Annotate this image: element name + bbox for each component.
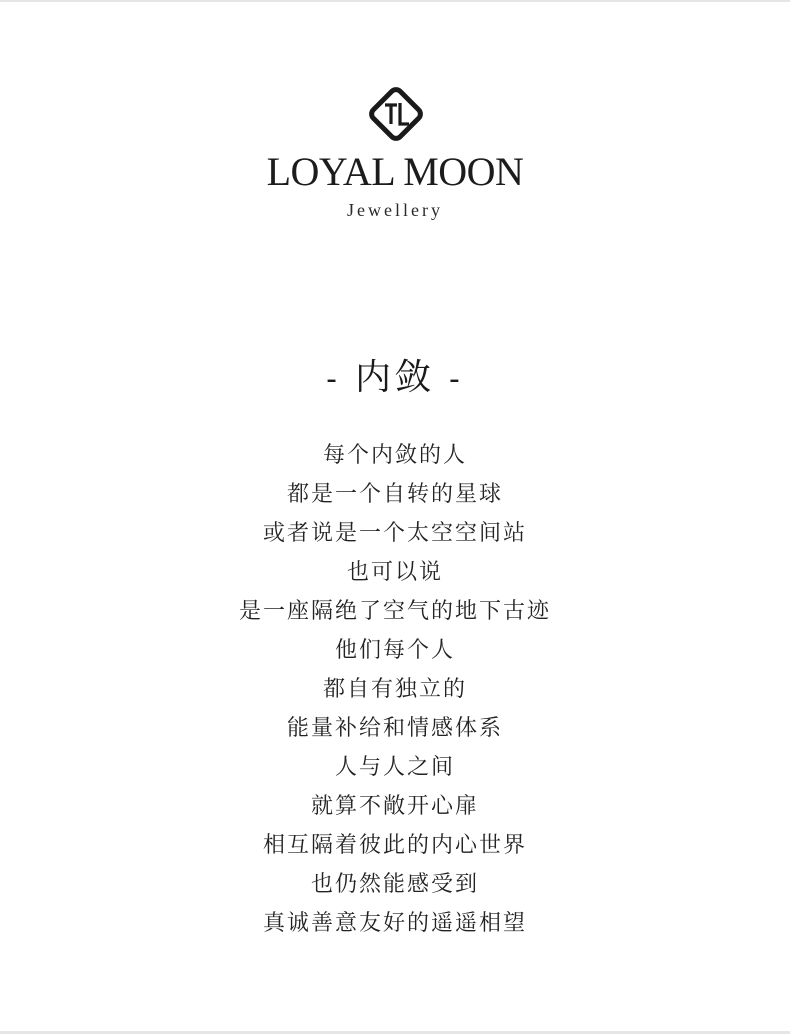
poem-line: 或者说是一个太空空间站 bbox=[262, 521, 527, 546]
poem-line: 真诚善意友好的遥遥相望 bbox=[262, 911, 527, 936]
poem-text bbox=[0, 436, 790, 943]
poem-line: 也仍然能感受到 bbox=[310, 872, 479, 897]
top-divider bbox=[0, 0, 790, 2]
title-dash-left: - bbox=[326, 362, 341, 397]
title-dash-right: - bbox=[449, 362, 464, 397]
poem-line: 相互隔着彼此的内心世界 bbox=[262, 833, 527, 858]
poem-line: 他们每个人 bbox=[334, 638, 455, 663]
poem-line: 人与人之间 bbox=[334, 755, 455, 780]
poem-line: 就算不敞开心扉 bbox=[310, 794, 479, 819]
poem-line: 都自有独立的 bbox=[322, 677, 467, 702]
poem-line: 都是一个自转的星球 bbox=[286, 482, 503, 507]
brand-logo-icon bbox=[362, 80, 430, 148]
poem-line: 每个内敛的人 bbox=[322, 443, 467, 468]
section-title bbox=[0, 352, 790, 406]
brand-subtitle: Jewellery bbox=[347, 200, 443, 220]
poem-line: 是一座隔绝了空气的地下古迹 bbox=[238, 599, 551, 624]
poem-line: 也可以说 bbox=[346, 560, 443, 585]
brand-name: LOYAL MOON bbox=[266, 149, 524, 194]
poem-line: 能量补给和情感体系 bbox=[286, 716, 503, 741]
title-text: 内敛 bbox=[354, 357, 435, 398]
